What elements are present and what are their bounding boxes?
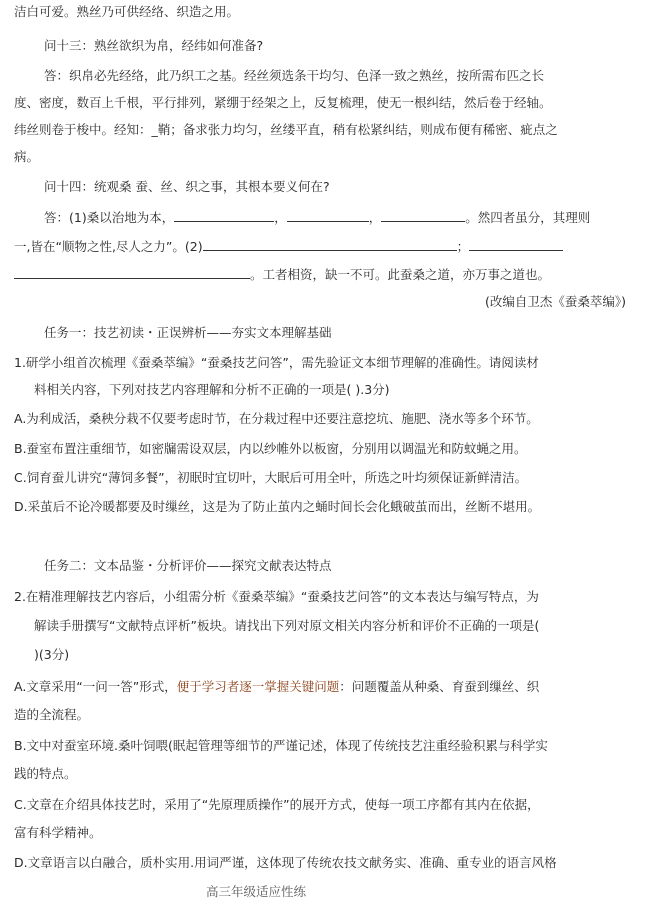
answer-13-line-4: 病。 (14, 149, 40, 164)
question-1-option-a[interactable]: A.为利成活，桑秧分栽不仅要考虑时节，在分栽过程中还要注意挖坑、施肥、浇水等多个环节。 (14, 411, 539, 426)
page-footer: 高三年级适应性练 (206, 884, 307, 899)
question-1-option-b[interactable]: B.蚕室布置注重细节，如密牖需设双层，内以纱帷外以板窗，分别用以调温光和防蚊蝇之用。 (14, 441, 527, 456)
fill-blank-1[interactable] (174, 209, 274, 222)
question-1-stem-2: 料相关内容，下列对技艺内容理解和分析不正确的一项是( ).3分) (34, 382, 390, 397)
answer-14-text-a: 答：(1)桑以治地为本， (44, 210, 175, 225)
answer-13-line-2: 度、密度，数百上千根，平行排列，紧绷于经架之上，反复梳理，使无一根纠结，然后卷于经轴。 (14, 95, 552, 110)
fill-blank-5[interactable] (469, 238, 563, 251)
answer-13-line-3: 纬丝则卷于梭中。经知：_鞘；备求张力均匀，丝缕平直，稍有松紧纠结，则成布便有稀密、疵点之 (14, 122, 558, 137)
task-1-title: 任务一：技艺初读・正误辨析——夯实文本理解基础 (44, 325, 332, 340)
fill-blank-4[interactable] (203, 238, 457, 251)
option-a-text-1: A.文章采用“一问一答”形式， (14, 679, 177, 694)
answer-14-line-1 (44, 209, 590, 226)
task-2-title: 任务二：文本品鉴・分析评价——探究文献表达特点 (44, 558, 332, 573)
question-13: 问十三：熟丝欲织为帛，经纬如何准备? (44, 38, 264, 53)
question-1-stem-1: 1.研学小组首次梳理《蚕桑萃编》“蚕桑技艺问答”，需先验证文本细节理解的准确性。请阅读材 (14, 355, 539, 370)
answer-14-text-f: 。工者相资，缺一不可。此蚕桑之道，亦万事之道也。 (250, 267, 551, 282)
answer-14-line-2 (14, 238, 563, 255)
question-2-option-b[interactable]: B.文中对蚕室环境.桑叶饲喂(眠起管理等细节的严谨记述，体现了传统技艺注重经验积累与科学实 (14, 738, 548, 753)
source-citation: (改编自卫杰《蚕桑萃编》) (484, 294, 626, 309)
option-a-text-2: ：问题覆盖从种桑、育蚕到缫丝、织 (339, 679, 540, 694)
question-2-option-c[interactable]: C.文章在介绍具体技艺时，采用了“先原理质操作”的展开方式，使每一项工序都有其内在依据， (14, 797, 540, 812)
answer-14-line-3 (14, 266, 550, 283)
question-2-option-a[interactable] (14, 679, 539, 695)
question-2-option-b-cont: 践的特点。 (14, 766, 77, 781)
answer-14-text-d: 。然四者虽分，其理则 (465, 210, 591, 225)
question-2-option-d[interactable]: D.文章语言以白融合，质朴实用.用词严谨，这体现了传统农技文献务实、准确、重专业的语言风格 (14, 855, 557, 870)
question-1-option-c[interactable]: C.饲育蚕儿讲究“薄饲多餐”，初眠时宜切叶，大眠后可用全叶，所选之叶均须保证新鲜清洁。 (14, 470, 528, 485)
question-1-option-d[interactable]: D.采茧后不论冷暖都要及时缫丝，这是为了防止茧内之蛹时间长会化蛾破茧而出，丝断不堪用。 (14, 499, 541, 514)
answer-13-line-1: 答：织帛必先经络，此乃织工之基。经丝须选条干均匀、色泽一致之熟丝，按所需布匹之长 (44, 68, 545, 83)
fill-blank-6[interactable] (14, 266, 250, 279)
answer-14-sep-3: ； (456, 239, 470, 254)
question-2-stem-3: )(3分) (34, 647, 70, 662)
answer-14-sep-2: ， (368, 210, 382, 225)
question-2-option-a-cont: 造的全流程。 (14, 707, 90, 722)
answer-14-text-e: 一,皆在“顺物之性,尽人之力”。(2) (14, 239, 203, 254)
question-2-stem-2: 解读手册撰写“文献特点评析”板块。请找出下列对原文相关内容分析和评价不正确的一项是( (34, 618, 540, 633)
option-a-highlight: 便于学习者逐一掌握关键问题 (176, 679, 340, 694)
question-2-option-c-cont: 富有科学精神。 (14, 825, 102, 840)
fill-blank-2[interactable] (287, 209, 369, 222)
question-2-stem-1: 2.在精准理解技艺内容后，小组需分析《蚕桑萃编》“蚕桑技艺问答”的文本表达与编写特点，为 (14, 589, 539, 604)
answer-14-sep-1: ， (274, 210, 287, 225)
passage-line-1: 洁白可爱。熟丝乃可供经络、织造之用。 (14, 4, 240, 19)
question-14: 问十四：统观桑 蚕、丝、织之事，其根本要义何在? (44, 179, 330, 194)
fill-blank-3[interactable] (381, 209, 465, 222)
